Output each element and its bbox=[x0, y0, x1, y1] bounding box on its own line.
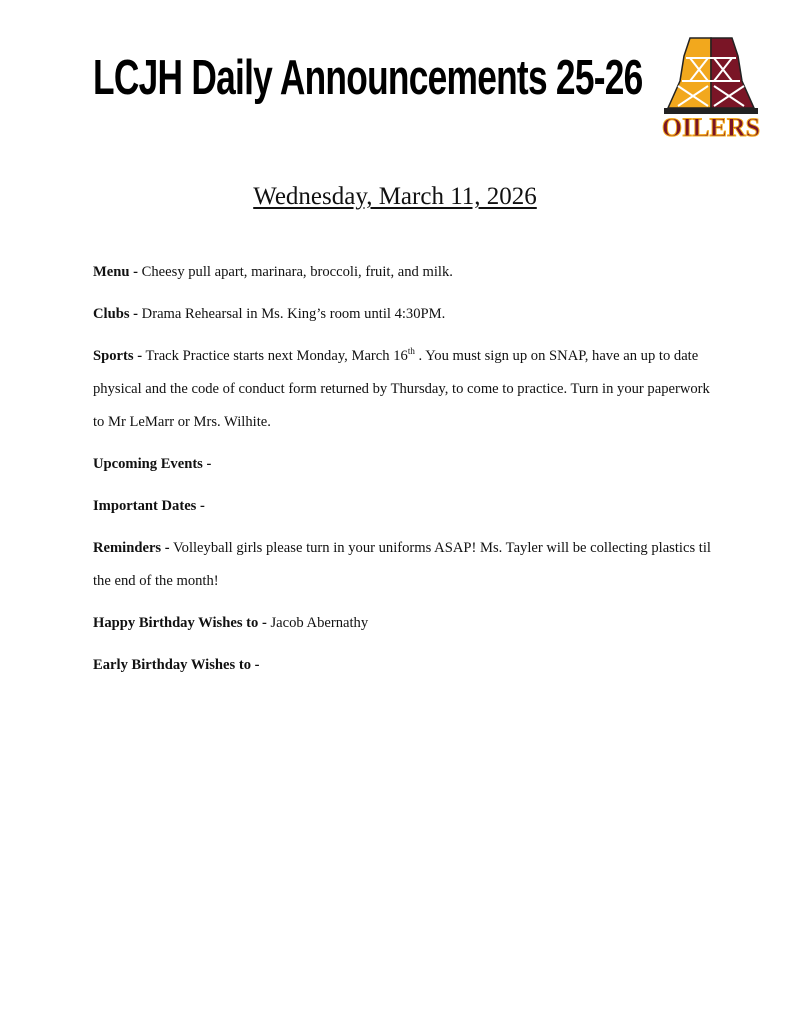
section-label: Early Birthday Wishes to - bbox=[93, 657, 260, 673]
ordinal-suffix: th bbox=[407, 346, 415, 357]
oilers-logo bbox=[650, 36, 772, 142]
page-title: LCJH Daily Announcements 25-26 bbox=[93, 51, 643, 105]
section-menu bbox=[93, 256, 713, 289]
section-important-dates bbox=[93, 490, 713, 523]
section-label: Upcoming Events - bbox=[93, 456, 212, 472]
logo-text: OILERS bbox=[661, 113, 761, 142]
section-text: Drama Rehearsal in Ms. King’s room until 4:30PM. bbox=[138, 306, 446, 322]
section-text: Cheesy pull apart, marinara, broccoli, fruit, and milk. bbox=[138, 264, 453, 280]
announcements-body bbox=[93, 256, 713, 691]
section-label: Clubs - bbox=[93, 306, 139, 322]
section-label: Menu - bbox=[93, 264, 138, 280]
section-reminders bbox=[93, 532, 713, 598]
section-text: Track Practice starts next Monday, March 16 bbox=[142, 348, 408, 364]
announcement-date: Wednesday, March 11, 2026 bbox=[253, 183, 537, 210]
section-text: Volleyball girls please turn in your uniforms ASAP! Ms. Tayler will be collecting plastics til the end of the month! bbox=[93, 540, 711, 589]
section-text-cont: . You must sign up on SNAP, have an up to date physical and the code of conduct form returned by Thursday, to come to practice. Turn in your paperwork to Mr LeMarr or Mrs. Wilhite. bbox=[93, 348, 710, 430]
section-text: Jacob Abernathy bbox=[266, 615, 369, 631]
section-label: Reminders - bbox=[93, 540, 170, 556]
section-clubs bbox=[93, 298, 713, 331]
section-happy-birthday bbox=[93, 607, 713, 640]
section-sports bbox=[93, 340, 713, 439]
section-upcoming-events bbox=[93, 448, 713, 481]
section-early-birthday bbox=[93, 649, 713, 682]
section-label: Happy Birthday Wishes to - bbox=[93, 615, 267, 631]
section-label: Sports - bbox=[93, 348, 143, 364]
section-label: Important Dates - bbox=[93, 498, 205, 514]
